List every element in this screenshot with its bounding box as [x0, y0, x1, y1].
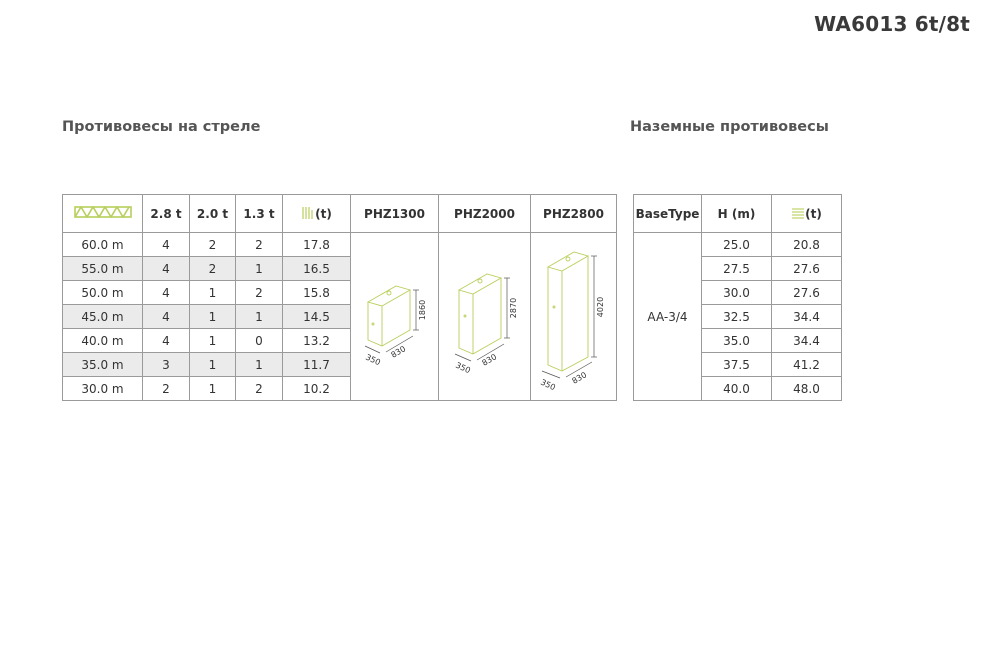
height-cell: 35.0	[702, 329, 772, 353]
count-2-8-cell: 3	[143, 353, 190, 377]
count-1-3-cell: 1	[236, 305, 283, 329]
count-2-8-cell: 4	[143, 281, 190, 305]
height-cell: 27.5	[702, 257, 772, 281]
count-2-8-cell: 4	[143, 305, 190, 329]
header-phz1300: PHZ1300	[351, 195, 439, 233]
phz2000-drawing	[439, 233, 531, 401]
ground-weight-cell: 27.6	[772, 257, 842, 281]
header-base-type: BaseType	[634, 195, 702, 233]
header-total-weight: (t)	[283, 195, 351, 233]
boom-length-cell: 60.0 m	[63, 233, 143, 257]
boom-length-cell: 55.0 m	[63, 257, 143, 281]
table-row	[634, 233, 842, 257]
height-cell: 25.0	[702, 233, 772, 257]
boom-length-cell: 45.0 m	[63, 305, 143, 329]
boom-counterweight-table	[62, 194, 617, 401]
count-2-8-cell: 4	[143, 233, 190, 257]
header-phz2000: PHZ2000	[439, 195, 531, 233]
width-dimension: 830	[570, 369, 588, 386]
height-cell: 37.5	[702, 353, 772, 377]
count-2-8-cell: 4	[143, 329, 190, 353]
count-2-8-cell: 4	[143, 257, 190, 281]
header-phz2800: PHZ2800	[531, 195, 617, 233]
ground-weight-cell: 41.2	[772, 353, 842, 377]
table-header-row	[63, 195, 617, 233]
header-weight-1-3: 1.3 t	[236, 195, 283, 233]
ground-weight-cell: 20.8	[772, 233, 842, 257]
height-cell: 30.0	[702, 281, 772, 305]
depth-dimension: 350	[538, 377, 557, 392]
count-2-0-cell: 1	[190, 377, 236, 401]
total-weight-cell: 13.2	[283, 329, 351, 353]
header-height: H (m)	[702, 195, 772, 233]
boom-length-cell: 50.0 m	[63, 281, 143, 305]
boom-length-cell: 30.0 m	[63, 377, 143, 401]
height-dimension: 2870	[508, 297, 518, 318]
count-2-0-cell: 1	[190, 305, 236, 329]
count-2-0-cell: 1	[190, 329, 236, 353]
ground-weight-cell: 48.0	[772, 377, 842, 401]
height-cell: 40.0	[702, 377, 772, 401]
ground-weight-cell: 34.4	[772, 329, 842, 353]
count-2-0-cell: 2	[190, 257, 236, 281]
header-weight-2-0: 2.0 t	[190, 195, 236, 233]
count-1-3-cell: 1	[236, 353, 283, 377]
count-2-0-cell: 2	[190, 233, 236, 257]
boom-jib-icon	[74, 206, 132, 218]
table-row	[63, 233, 617, 257]
height-cell: 32.5	[702, 305, 772, 329]
base-type-cell: AA-3/4	[634, 233, 702, 401]
header-ground-weight: (t)	[772, 195, 842, 233]
depth-dimension: 350	[453, 360, 472, 375]
boom-length-cell: 40.0 m	[63, 329, 143, 353]
count-1-3-cell: 1	[236, 257, 283, 281]
header-weight-2-8: 2.8 t	[143, 195, 190, 233]
boom-length-header	[63, 195, 143, 233]
boom-section-title: Противовесы на стреле	[62, 119, 261, 135]
ground-weight-cell: 34.4	[772, 305, 842, 329]
ground-section-title: Наземные противовесы	[630, 119, 829, 135]
table-header-row	[634, 195, 842, 233]
ground-weight-cell: 27.6	[772, 281, 842, 305]
depth-dimension: 350	[363, 352, 382, 367]
width-dimension: 830	[389, 343, 407, 360]
count-1-3-cell: 0	[236, 329, 283, 353]
count-2-0-cell: 1	[190, 353, 236, 377]
count-1-3-cell: 2	[236, 281, 283, 305]
total-weight-cell: 15.8	[283, 281, 351, 305]
count-2-8-cell: 2	[143, 377, 190, 401]
ground-ballast-icon	[791, 207, 805, 219]
width-dimension: 830	[480, 351, 498, 368]
page-title: WA6013 6t/8t	[814, 12, 970, 36]
total-weight-cell: 17.8	[283, 233, 351, 257]
count-2-0-cell: 1	[190, 281, 236, 305]
height-dimension: 4020	[595, 296, 605, 317]
count-1-3-cell: 2	[236, 377, 283, 401]
phz2800-drawing	[531, 233, 617, 401]
boom-length-cell: 35.0 m	[63, 353, 143, 377]
ground-counterweight-table	[633, 194, 842, 401]
total-weight-cell: 11.7	[283, 353, 351, 377]
total-weight-cell: 10.2	[283, 377, 351, 401]
total-weight-cell: 16.5	[283, 257, 351, 281]
count-1-3-cell: 2	[236, 233, 283, 257]
height-dimension: 1860	[417, 299, 427, 320]
total-weight-cell: 14.5	[283, 305, 351, 329]
phz1300-drawing	[351, 233, 439, 401]
counterweight-stack-icon	[301, 206, 315, 220]
